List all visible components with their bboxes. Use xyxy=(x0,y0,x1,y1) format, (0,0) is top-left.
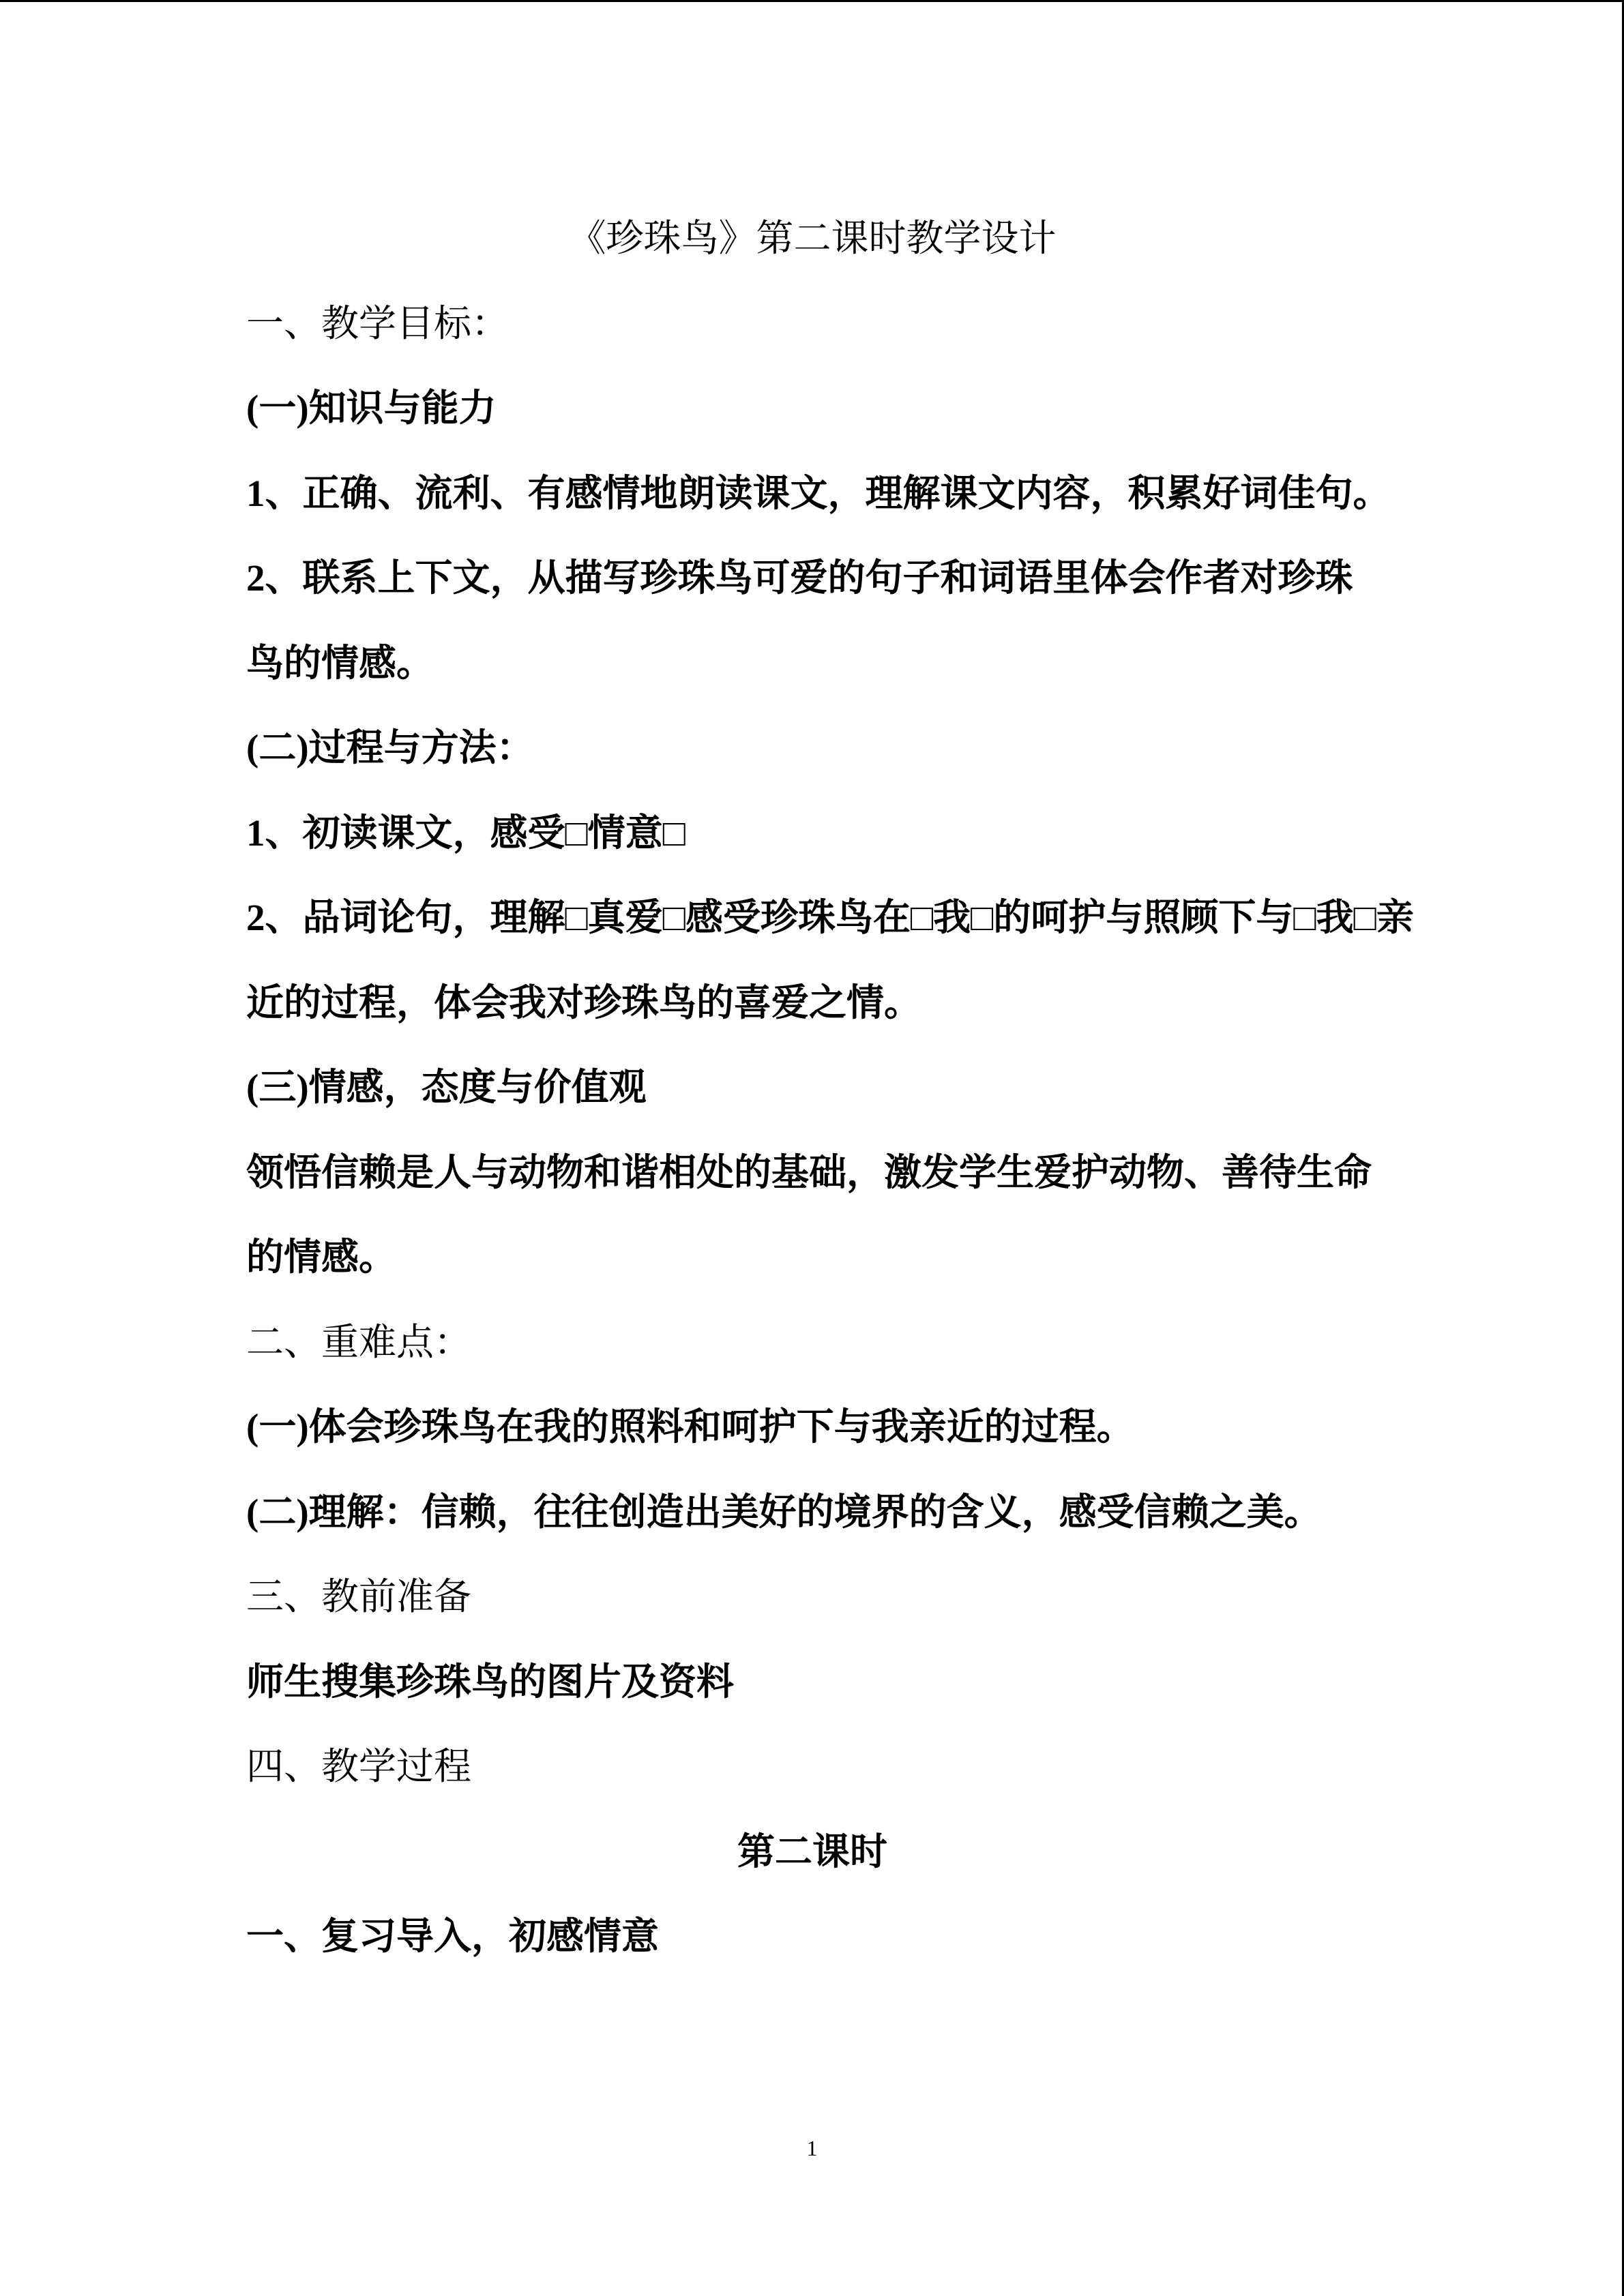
subheading-process-method: (二)过程与方法： xyxy=(246,727,534,769)
section-heading-teaching-process: 四、教学过程 xyxy=(246,1746,472,1787)
subheading-emotion-attitude: (三)情感，态度与价值观 xyxy=(246,1067,647,1108)
paragraph-line: 的情感。 xyxy=(246,1236,397,1278)
document-body xyxy=(246,196,1414,1980)
subheading-knowledge-ability: (一)知识与能力 xyxy=(246,387,497,429)
document-title: 《珍珠鸟》第二课时教学设计 xyxy=(568,218,1057,259)
paragraph-line: 领悟信赖是人与动物和谐相处的基础，激发学生爱护动物、善待生命 xyxy=(246,1151,1372,1193)
page-number: 1 xyxy=(806,2136,818,2160)
list-item xyxy=(246,876,1414,1045)
list-item-line: 2、品词论句，理解□真爱□感受珍珠鸟在□我□的呵护与照顾下与□我□亲 xyxy=(246,897,1414,938)
list-item xyxy=(246,536,1378,706)
preparation-text: 师生搜集珍珠鸟的图片及资料 xyxy=(246,1660,735,1703)
page-border-top xyxy=(0,0,1624,2)
section-heading-objectives: 一、教学目标： xyxy=(246,302,510,344)
section-heading-preparation: 三、教前准备 xyxy=(246,1576,472,1617)
list-item xyxy=(246,791,1378,876)
paragraph xyxy=(246,1131,1378,1300)
lesson-title: 第二课时 xyxy=(737,1830,887,1873)
list-item-line: 近的过程，体会我对珍珠鸟的喜爱之情。 xyxy=(246,981,922,1024)
list-item xyxy=(246,451,1391,537)
list-item-line: 1、正确、流利、有感情地朗读课文，理解课文内容，积累好词佳句。 xyxy=(246,472,1391,514)
list-item: (二)理解：信赖，往往创造出美好的境界的含义，感受信赖之美。 xyxy=(246,1491,1322,1533)
list-item-line: 1、初读课文，感受□情意□ xyxy=(246,811,685,854)
list-item: (一)体会珍珠鸟在我的照料和呵护下与我亲近的过程。 xyxy=(246,1406,1134,1448)
step-heading: 一、复习导入，初感情意 xyxy=(246,1915,660,1957)
list-item-line: 2、联系上下文，从描写珍珠鸟可爱的句子和词语里体会作者对珍珠 xyxy=(246,557,1353,599)
section-heading-key-points: 二、重难点： xyxy=(246,1321,472,1363)
list-item-line: 鸟的情感。 xyxy=(246,642,434,684)
